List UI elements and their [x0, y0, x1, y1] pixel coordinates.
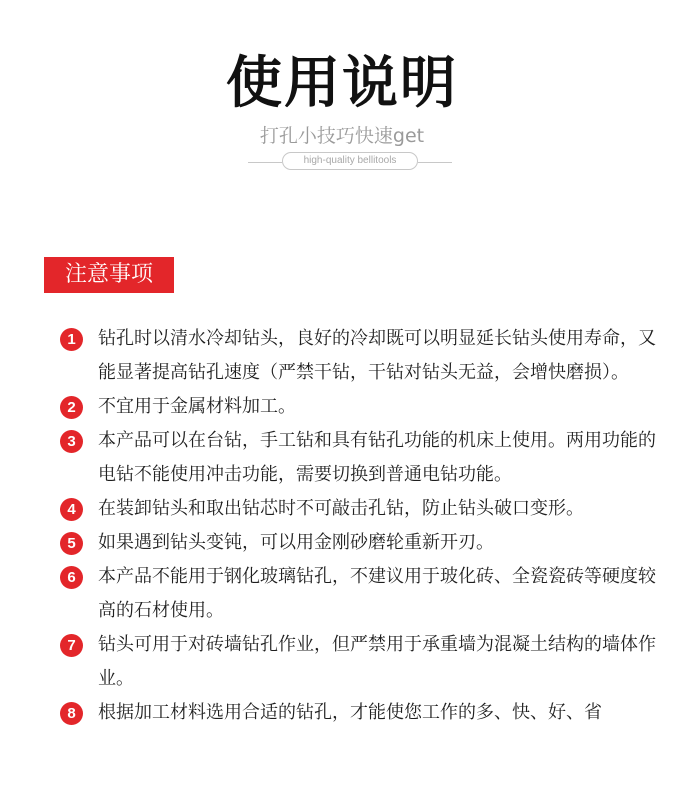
number-badge-icon: 8: [60, 702, 83, 725]
note-text: 如果遇到钻头变钝，可以用金刚砂磨轮重新开刃。: [98, 532, 494, 553]
number-badge-icon: 3: [60, 430, 83, 453]
note-text: 本产品不能用于钢化玻璃钻孔，不建议用于玻化砖、全瓷瓷砖等硬度较高的石材使用。: [98, 566, 656, 621]
note-text: 根据加工材料选用合适的钻孔，才能使您工作的多、快、好、省: [98, 702, 602, 723]
number-badge-icon: 1: [60, 328, 83, 351]
section-header-notes: 注意事项: [44, 257, 174, 293]
number-badge-icon: 2: [60, 396, 83, 419]
tagline-divider-left: [248, 162, 282, 163]
note-item: [60, 322, 660, 390]
note-text: 本产品可以在台钻，手工钻和具有钻孔功能的机床上使用。两用功能的电钻不能使用冲击功能，需要切换到普通电钻功能。: [98, 430, 656, 485]
note-item: [60, 696, 660, 730]
tagline: [0, 152, 684, 172]
note-text: 钻孔时以清水冷却钻头，良好的冷却既可以明显延长钻头使用寿命，又能显著提高钻孔速度（严禁干钻，干钻对钻头无益，会增快磨损）。: [98, 328, 656, 383]
note-item: [60, 560, 660, 628]
note-item: [60, 526, 660, 560]
number-badge-icon: 6: [60, 566, 83, 589]
note-item: [60, 390, 660, 424]
tagline-divider-right: [418, 162, 452, 163]
page-title: 使用说明: [226, 51, 458, 116]
note-item: [60, 628, 660, 696]
note-item: [60, 492, 660, 526]
note-text: 不宜用于金属材料加工。: [98, 396, 296, 417]
number-badge-icon: 4: [60, 498, 83, 521]
tagline-pill: high-quality bellitools: [282, 152, 418, 170]
note-text: 在装卸钻头和取出钻芯时不可敲击孔钻，防止钻头破口变形。: [98, 498, 584, 519]
note-text: 钻头可用于对砖墙钻孔作业，但严禁用于承重墙为混凝土结构的墙体作业。: [98, 634, 656, 689]
number-badge-icon: 5: [60, 532, 83, 555]
number-badge-icon: 7: [60, 634, 83, 657]
note-item: [60, 424, 660, 492]
page-subtitle: 打孔小技巧快速get: [259, 125, 425, 147]
notes-list: [60, 322, 660, 730]
